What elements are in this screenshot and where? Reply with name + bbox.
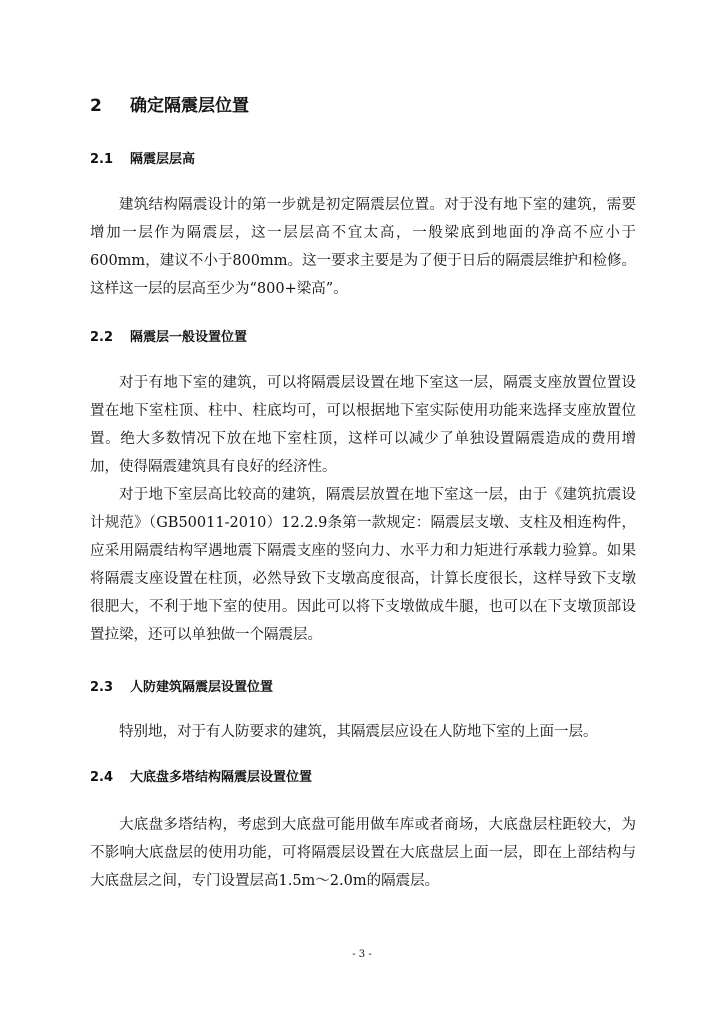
chapter-heading (90, 94, 249, 118)
section-heading (90, 678, 273, 698)
paragraph: 大底盘多塔结构，考虑到大底盘可能用做车库或者商场，大底盘层柱距较大，为不影响大底盘层的使用功能，可将隔震层设置在大底盘层上面一层，即在上部结构与大底盘层之间，专门设置层高1.5m～2.0m的隔震层。 (90, 817, 636, 889)
section-heading (90, 150, 195, 170)
section-heading (90, 328, 247, 348)
section-heading (90, 768, 312, 788)
paragraph: 建筑结构隔震设计的第一步就是初定隔震层位置。对于没有地下室的建筑，需要增加一层作为隔震层，这一层层高不宜太高，一般梁底到地面的净高不应小于600mm，建议不小于800mm。这一要求主要是为了便于日后的隔震层维护和检修。这样这一层的层高至少为“800+梁高”。 (90, 197, 636, 297)
section-number: 2.4 (90, 770, 114, 785)
section-title: 隔震层一般设置位置 (130, 330, 248, 345)
paragraph: 特别地，对于有人防要求的建筑，其隔震层应设在人防地下室的上面一层。 (119, 724, 598, 740)
paragraph: 对于地下室层高比较高的建筑，隔震层放置在地下室这一层，由于《建筑抗震设计规范》（GB50011-2010）12.2.9条第一款规定：隔震层支墩、支柱及相连构件，应采用隔震结构罕遇地震下隔震支座的竖向力、水平力和力矩进行承载力验算。如果将隔震支座设置在柱顶，必然导致下支墩高度很高，计算长度很长，这样导致下支墩很肥大，不利于地下室的使用。因此可以将下支墩做成牛腿，也可以在下支墩顶部设置拉梁，还可以单独做一个隔震层。 (90, 487, 636, 643)
section-title: 人防建筑隔震层设置位置 (130, 680, 274, 695)
page-number: - 3 - (352, 949, 372, 960)
section-number: 2.3 (90, 680, 114, 695)
chapter-number: 2 (90, 96, 102, 116)
section-title: 大底盘多塔结构隔震层设置位置 (130, 770, 313, 785)
section-number: 2.2 (90, 330, 114, 345)
section-title: 隔震层层高 (130, 152, 196, 167)
section-number: 2.1 (90, 152, 114, 167)
paragraph: 对于有地下室的建筑，可以将隔震层设置在地下室这一层，隔震支座放置位置设置在地下室柱顶、柱中、柱底均可，可以根据地下室实际使用功能来选择支座放置位置。绝大多数情况下放在地下室柱顶，这样可以减少了单独设置隔震造成的费用增加，使得隔震建筑具有良好的经济性。 (90, 375, 636, 475)
chapter-title: 确定隔震层位置 (130, 96, 249, 116)
